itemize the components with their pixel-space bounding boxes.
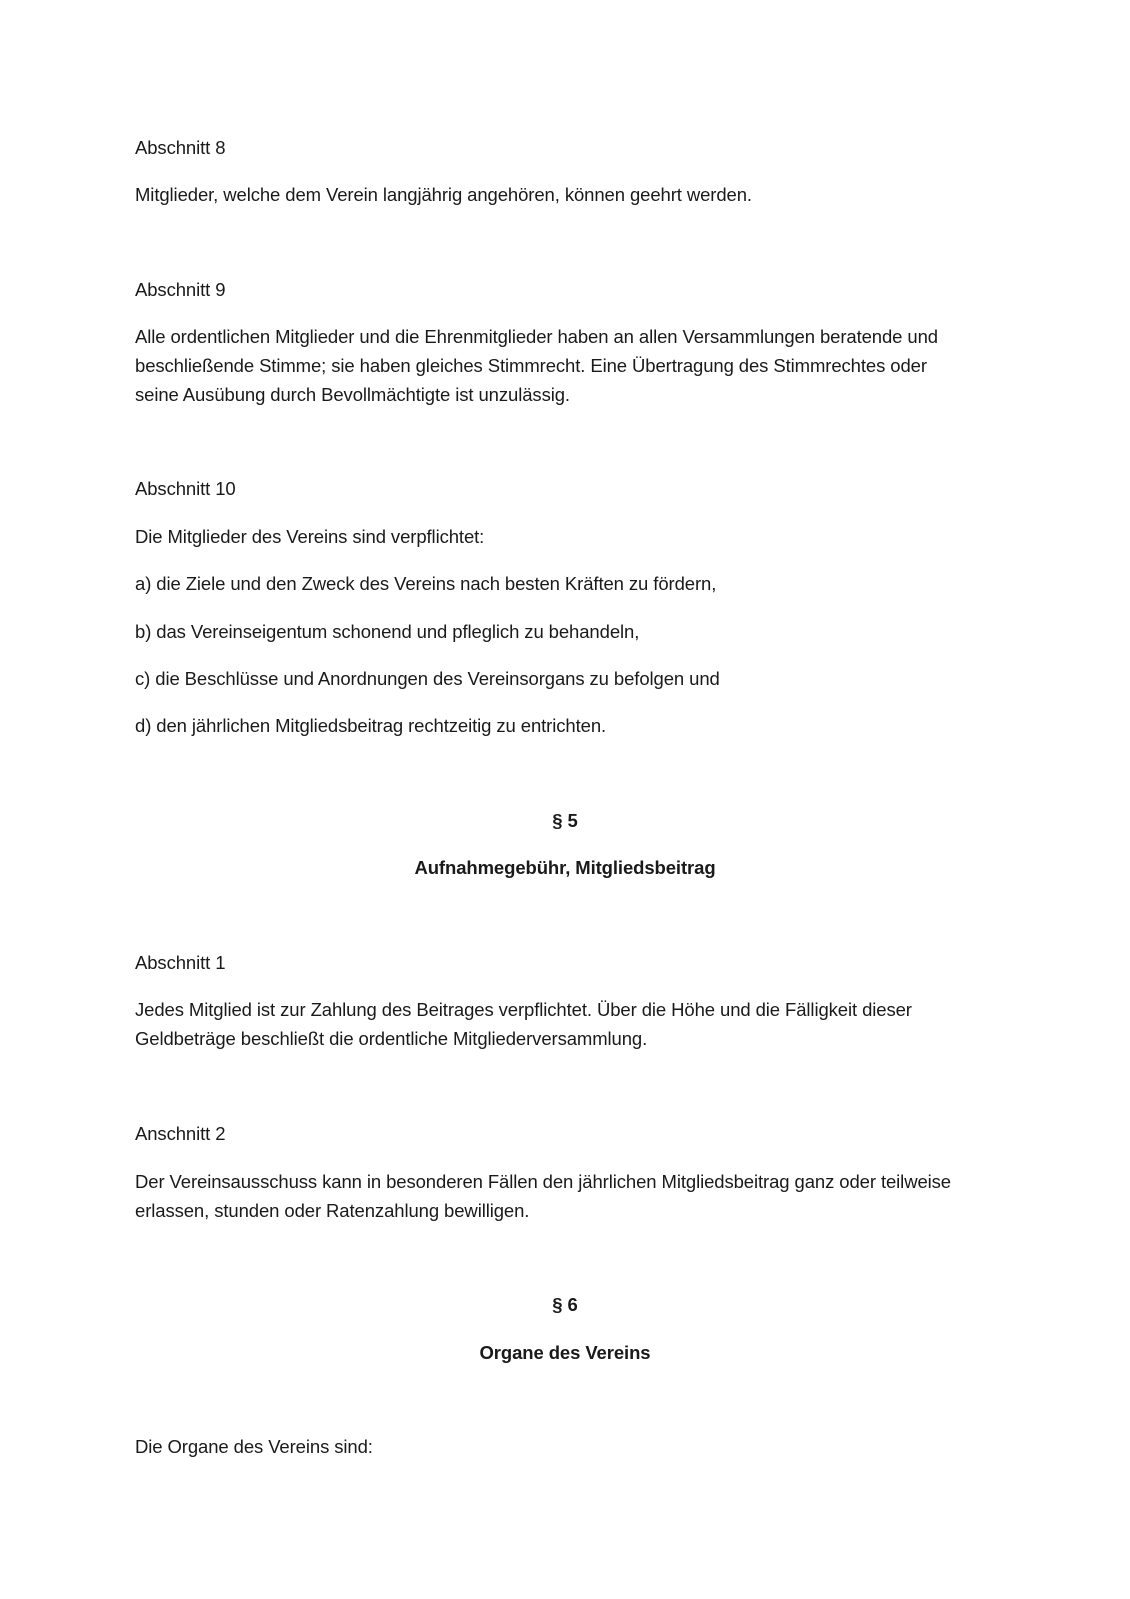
paragraph-5-section-2-line-2: erlassen, stunden oder Ratenzahlung bewilligen. <box>135 1200 530 1221</box>
paragraph-6-title: Organe des Vereins <box>479 1342 651 1363</box>
section-9-line-3: seine Ausübung durch Bevollmächtigte ist unzulässig. <box>135 384 570 405</box>
section-10-item-b: b) das Vereinseigentum schonend und pfleglich zu behandeln, <box>135 621 640 642</box>
section-10-item-c: c) die Beschlüsse und Anordnungen des Vereinsorgans zu befolgen und <box>135 668 720 689</box>
section-10-intro: Die Mitglieder des Vereins sind verpflichtet: <box>135 526 485 547</box>
paragraph-5-number: § 5 <box>552 810 578 831</box>
section-9-line-1: Alle ordentlichen Mitglieder und die Ehrenmitglieder haben an allen Versammlungen beratende und <box>135 326 938 347</box>
paragraph-6-number: § 6 <box>552 1294 578 1315</box>
section-10-item-a: a) die Ziele und den Zweck des Vereins nach besten Kräften zu fördern, <box>135 573 717 594</box>
paragraph-5-section-1-line-2: Geldbeträge beschließt die ordentliche Mitgliederversammlung. <box>135 1028 648 1049</box>
paragraph-5-section-1-line-1: Jedes Mitglied ist zur Zahlung des Beitrages verpflichtet. Über die Höhe und die Fälligkeit dieser <box>135 999 912 1020</box>
section-10-heading: Abschnitt 10 <box>135 478 236 499</box>
paragraph-5-section-2-heading: Anschnitt 2 <box>135 1123 226 1144</box>
paragraph-6-intro: Die Organe des Vereins sind: <box>135 1436 373 1457</box>
section-9-line-2: beschließende Stimme; sie haben gleiches Stimmrecht. Eine Übertragung des Stimmrechtes oder <box>135 355 927 376</box>
section-8-text: Mitglieder, welche dem Verein langjährig angehören, können geehrt werden. <box>135 184 752 205</box>
section-9-heading: Abschnitt 9 <box>135 279 226 300</box>
paragraph-5-section-1-heading: Abschnitt 1 <box>135 952 226 973</box>
section-8-heading: Abschnitt 8 <box>135 137 226 158</box>
paragraph-5-section-2-line-1: Der Vereinsausschuss kann in besonderen Fällen den jährlichen Mitgliedsbeitrag ganz oder teilweise <box>135 1171 951 1192</box>
paragraph-5-title: Aufnahmegebühr, Mitgliedsbeitrag <box>414 857 716 878</box>
section-10-item-d: d) den jährlichen Mitgliedsbeitrag rechtzeitig zu entrichten. <box>135 715 607 736</box>
